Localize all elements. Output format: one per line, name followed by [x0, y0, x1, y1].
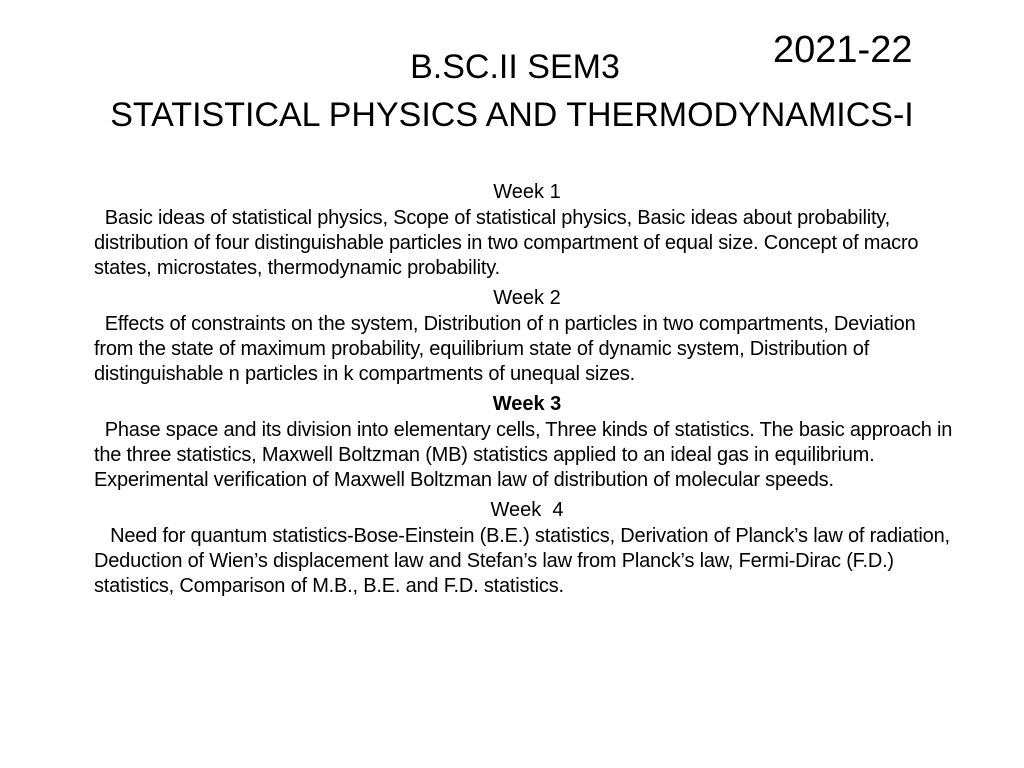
- syllabus-content: [94, 178, 960, 602]
- week-2-heading: Week 2: [493, 287, 561, 309]
- week-1-topics-text: Basic ideas of statistical physics, Scope of statistical physics, Basic ideas about probability, distribution of four distinguishable particles in two compartment of equal size. Concept of macro states, microstates, thermodynamic probability.: [94, 207, 919, 279]
- week-3-heading: Week 3: [492, 393, 562, 415]
- week-4-heading-text: Week 4: [490, 499, 564, 521]
- academic-year: 2021-22: [773, 29, 913, 71]
- course-title: STATISTICAL PHYSICS AND THERMODYNAMICS-I: [110, 96, 914, 134]
- slide-title: [0, 46, 1024, 136]
- week-4-topics-text: Need for quantum statistics-Bose-Einstein (B.E.) statistics, Derivation of Planck’s law of radiation, Deduction of Wien’s displacement law and Stefan’s law from Planck’s law, Fermi-Dirac (F.D.) statistics, Comparison of M.B., B.E. and F.D. statistics.: [94, 525, 950, 597]
- week-2-topics: [94, 312, 960, 387]
- week-4-topics: [94, 524, 960, 599]
- week-2-topics-text: Effects of constraints on the system, Distribution of n particles in two compartments, Deviation from the state of maximum probability, equilibrium state of dynamic system, Distribution of distinguishable n particles in k compartments of unequal sizes.: [94, 313, 916, 385]
- week-3-topics-text: Phase space and its division into elementary cells, Three kinds of statistics. The basic approach in the three statistics, Maxwell Boltzman (MB) statistics applied to an ideal gas in equilibrium. Experimental verification of Maxwell Boltzman law of distribution of molecular speeds.: [94, 419, 953, 491]
- week-3-topics: [94, 418, 960, 493]
- week-4-heading: [94, 496, 960, 524]
- week-1-topics: [94, 206, 960, 281]
- course-code: B.SC.II SEM3: [410, 48, 620, 86]
- week-1-heading: Week 1: [493, 181, 561, 203]
